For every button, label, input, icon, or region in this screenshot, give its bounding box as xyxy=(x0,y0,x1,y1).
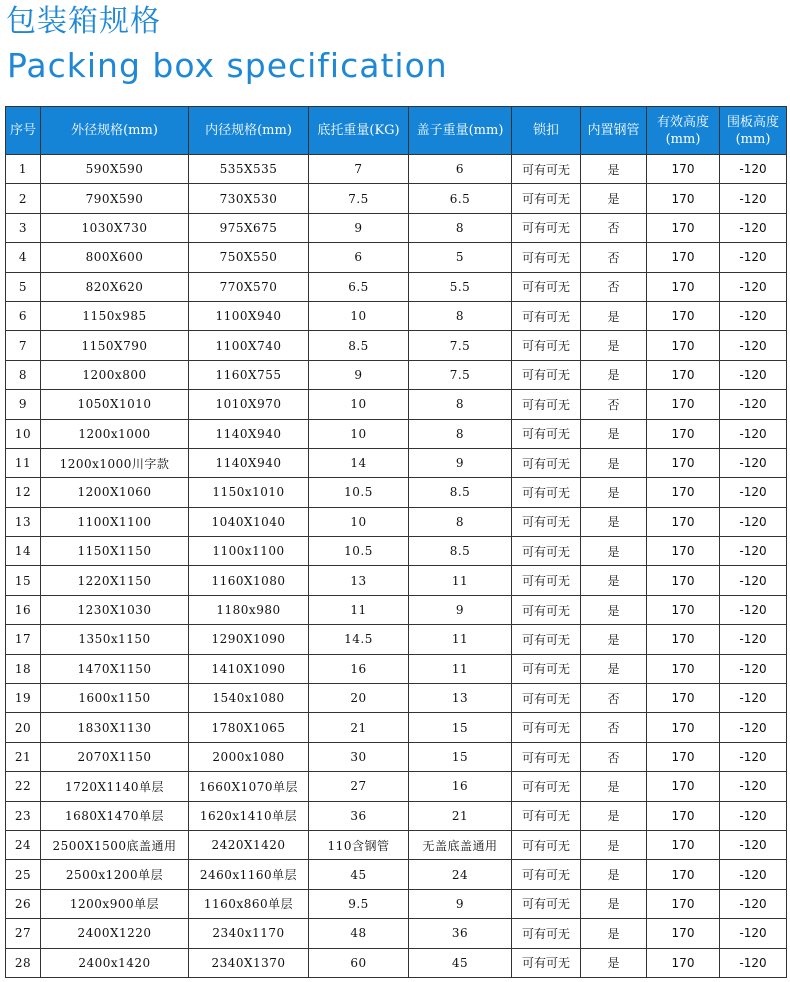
cell-panel-height: -120 xyxy=(720,448,787,477)
cell-index: 25 xyxy=(6,860,41,889)
table-row xyxy=(6,155,787,184)
cell-outer-size: 2070X1150 xyxy=(41,742,189,771)
cell-effective-height: 170 xyxy=(647,654,720,683)
table-row xyxy=(6,772,787,801)
cell-index: 15 xyxy=(6,566,41,595)
cell-index: 11 xyxy=(6,448,41,477)
cell-index: 17 xyxy=(6,625,41,654)
cell-panel-height: -120 xyxy=(720,625,787,654)
cell-effective-height: 170 xyxy=(647,184,720,213)
cell-steel-tube: 是 xyxy=(581,801,647,830)
cell-lock: 可有可无 xyxy=(512,360,581,389)
cell-effective-height: 170 xyxy=(647,801,720,830)
cell-pallet-weight: 21 xyxy=(309,713,409,742)
cell-steel-tube: 是 xyxy=(581,419,647,448)
cell-panel-height: -120 xyxy=(720,595,787,624)
cell-pallet-weight: 10 xyxy=(309,390,409,419)
cell-pallet-weight: 10 xyxy=(309,419,409,448)
table-row xyxy=(6,625,787,654)
cell-pallet-weight: 9 xyxy=(309,360,409,389)
cell-effective-height: 170 xyxy=(647,860,720,889)
cell-effective-height: 170 xyxy=(647,360,720,389)
table-row xyxy=(6,184,787,213)
table-row xyxy=(6,654,787,683)
cell-steel-tube: 是 xyxy=(581,331,647,360)
table-row xyxy=(6,742,787,771)
cell-index: 5 xyxy=(6,272,41,301)
cell-steel-tube: 是 xyxy=(581,184,647,213)
table-row xyxy=(6,801,787,830)
cell-inner-size: 1160x860单层 xyxy=(189,889,309,918)
cell-lid-weight: 24 xyxy=(409,860,512,889)
cell-steel-tube: 是 xyxy=(581,301,647,330)
cell-outer-size: 1600x1150 xyxy=(41,684,189,713)
cell-inner-size: 1150x1010 xyxy=(189,478,309,507)
table-row xyxy=(6,213,787,242)
cell-outer-size: 1200x1000 xyxy=(41,419,189,448)
cell-inner-size: 2000x1080 xyxy=(189,742,309,771)
cell-lock: 可有可无 xyxy=(512,801,581,830)
cell-lock: 可有可无 xyxy=(512,654,581,683)
table-row xyxy=(6,507,787,536)
cell-lock: 可有可无 xyxy=(512,889,581,918)
cell-effective-height: 170 xyxy=(647,566,720,595)
cell-outer-size: 1150x985 xyxy=(41,301,189,330)
cell-effective-height: 170 xyxy=(647,331,720,360)
cell-effective-height: 170 xyxy=(647,537,720,566)
cell-lid-weight: 8.5 xyxy=(409,537,512,566)
cell-pallet-weight: 27 xyxy=(309,772,409,801)
cell-panel-height: -120 xyxy=(720,742,787,771)
cell-outer-size: 1100X1100 xyxy=(41,507,189,536)
cell-index: 21 xyxy=(6,742,41,771)
cell-lid-weight: 8 xyxy=(409,419,512,448)
cell-steel-tube: 否 xyxy=(581,272,647,301)
cell-panel-height: -120 xyxy=(720,684,787,713)
cell-steel-tube: 否 xyxy=(581,390,647,419)
cell-panel-height: -120 xyxy=(720,919,787,948)
cell-lock: 可有可无 xyxy=(512,684,581,713)
table-row xyxy=(6,595,787,624)
cell-effective-height: 170 xyxy=(647,448,720,477)
header-lid-weight: 盖子重量(mm) xyxy=(409,107,512,155)
cell-lid-weight: 11 xyxy=(409,566,512,595)
cell-pallet-weight: 11 xyxy=(309,595,409,624)
cell-pallet-weight: 14 xyxy=(309,448,409,477)
page-title-chinese: 包装箱规格 xyxy=(6,4,161,39)
cell-steel-tube: 否 xyxy=(581,213,647,242)
cell-panel-height: -120 xyxy=(720,860,787,889)
cell-panel-height: -120 xyxy=(720,360,787,389)
cell-index: 24 xyxy=(6,830,41,859)
cell-pallet-weight: 110含钢管 xyxy=(309,830,409,859)
cell-effective-height: 170 xyxy=(647,595,720,624)
cell-outer-size: 1200x800 xyxy=(41,360,189,389)
cell-lock: 可有可无 xyxy=(512,860,581,889)
cell-steel-tube: 是 xyxy=(581,478,647,507)
cell-index: 20 xyxy=(6,713,41,742)
cell-panel-height: -120 xyxy=(720,478,787,507)
cell-lock: 可有可无 xyxy=(512,507,581,536)
cell-index: 6 xyxy=(6,301,41,330)
cell-outer-size: 1150X790 xyxy=(41,331,189,360)
cell-index: 22 xyxy=(6,772,41,801)
cell-lock: 可有可无 xyxy=(512,478,581,507)
cell-panel-height: -120 xyxy=(720,419,787,448)
table-row xyxy=(6,684,787,713)
cell-pallet-weight: 60 xyxy=(309,948,409,977)
cell-effective-height: 170 xyxy=(647,889,720,918)
cell-panel-height: -120 xyxy=(720,213,787,242)
cell-index: 1 xyxy=(6,155,41,184)
table-row xyxy=(6,448,787,477)
cell-inner-size: 1780X1065 xyxy=(189,713,309,742)
table-row xyxy=(6,478,787,507)
cell-pallet-weight: 16 xyxy=(309,654,409,683)
cell-pallet-weight: 10.5 xyxy=(309,478,409,507)
cell-effective-height: 170 xyxy=(647,507,720,536)
cell-pallet-weight: 48 xyxy=(309,919,409,948)
cell-outer-size: 1200x1000川字款 xyxy=(41,448,189,477)
cell-lid-weight: 8 xyxy=(409,301,512,330)
cell-steel-tube: 是 xyxy=(581,889,647,918)
cell-effective-height: 170 xyxy=(647,919,720,948)
cell-effective-height: 170 xyxy=(647,742,720,771)
cell-index: 9 xyxy=(6,390,41,419)
table-row xyxy=(6,830,787,859)
cell-inner-size: 535X535 xyxy=(189,155,309,184)
cell-pallet-weight: 10 xyxy=(309,301,409,330)
cell-lid-weight: 15 xyxy=(409,742,512,771)
cell-lock: 可有可无 xyxy=(512,830,581,859)
cell-lid-weight: 无盖底盖通用 xyxy=(409,830,512,859)
cell-outer-size: 800X600 xyxy=(41,243,189,272)
cell-pallet-weight: 45 xyxy=(309,860,409,889)
cell-steel-tube: 是 xyxy=(581,830,647,859)
cell-lid-weight: 45 xyxy=(409,948,512,977)
cell-inner-size: 770X570 xyxy=(189,272,309,301)
cell-inner-size: 2460x1160单层 xyxy=(189,860,309,889)
cell-pallet-weight: 13 xyxy=(309,566,409,595)
table-row xyxy=(6,948,787,977)
cell-inner-size: 1100x1100 xyxy=(189,537,309,566)
cell-lid-weight: 7.5 xyxy=(409,331,512,360)
cell-lock: 可有可无 xyxy=(512,772,581,801)
table-row xyxy=(6,419,787,448)
cell-outer-size: 590X590 xyxy=(41,155,189,184)
cell-outer-size: 2400x1420 xyxy=(41,948,189,977)
cell-steel-tube: 是 xyxy=(581,448,647,477)
table-row xyxy=(6,301,787,330)
table-row xyxy=(6,566,787,595)
cell-index: 14 xyxy=(6,537,41,566)
cell-lid-weight: 16 xyxy=(409,772,512,801)
table-row xyxy=(6,243,787,272)
cell-lock: 可有可无 xyxy=(512,301,581,330)
cell-effective-height: 170 xyxy=(647,478,720,507)
cell-panel-height: -120 xyxy=(720,948,787,977)
cell-lock: 可有可无 xyxy=(512,243,581,272)
cell-inner-size: 1660X1070单层 xyxy=(189,772,309,801)
cell-outer-size: 1720X1140单层 xyxy=(41,772,189,801)
cell-outer-size: 1230X1030 xyxy=(41,595,189,624)
cell-index: 27 xyxy=(6,919,41,948)
cell-index: 13 xyxy=(6,507,41,536)
cell-steel-tube: 是 xyxy=(581,155,647,184)
table-row xyxy=(6,537,787,566)
cell-panel-height: -120 xyxy=(720,155,787,184)
cell-outer-size: 1830X1130 xyxy=(41,713,189,742)
cell-panel-height: -120 xyxy=(720,801,787,830)
cell-lid-weight: 9 xyxy=(409,889,512,918)
packing-box-spec-table xyxy=(5,106,787,978)
cell-inner-size: 730X530 xyxy=(189,184,309,213)
cell-inner-size: 1100X740 xyxy=(189,331,309,360)
cell-steel-tube: 否 xyxy=(581,713,647,742)
cell-outer-size: 820X620 xyxy=(41,272,189,301)
cell-inner-size: 1100X940 xyxy=(189,301,309,330)
cell-index: 18 xyxy=(6,654,41,683)
cell-pallet-weight: 7.5 xyxy=(309,184,409,213)
cell-outer-size: 1200X1060 xyxy=(41,478,189,507)
cell-lock: 可有可无 xyxy=(512,713,581,742)
cell-panel-height: -120 xyxy=(720,772,787,801)
cell-pallet-weight: 30 xyxy=(309,742,409,771)
cell-panel-height: -120 xyxy=(720,654,787,683)
cell-steel-tube: 是 xyxy=(581,919,647,948)
page-title-english: Packing box specification xyxy=(7,46,448,85)
cell-outer-size: 1220X1150 xyxy=(41,566,189,595)
cell-inner-size: 1290X1090 xyxy=(189,625,309,654)
cell-panel-height: -120 xyxy=(720,243,787,272)
cell-lid-weight: 9 xyxy=(409,448,512,477)
cell-steel-tube: 是 xyxy=(581,625,647,654)
cell-steel-tube: 否 xyxy=(581,742,647,771)
cell-steel-tube: 是 xyxy=(581,654,647,683)
cell-inner-size: 1010X970 xyxy=(189,390,309,419)
cell-lid-weight: 8.5 xyxy=(409,478,512,507)
cell-effective-height: 170 xyxy=(647,830,720,859)
cell-effective-height: 170 xyxy=(647,243,720,272)
cell-steel-tube: 是 xyxy=(581,507,647,536)
cell-inner-size: 1160X1080 xyxy=(189,566,309,595)
cell-lock: 可有可无 xyxy=(512,595,581,624)
cell-lock: 可有可无 xyxy=(512,625,581,654)
header-outer-size: 外径规格(mm) xyxy=(41,107,189,155)
cell-pallet-weight: 7 xyxy=(309,155,409,184)
cell-effective-height: 170 xyxy=(647,390,720,419)
cell-lid-weight: 8 xyxy=(409,390,512,419)
cell-lock: 可有可无 xyxy=(512,213,581,242)
table-row xyxy=(6,919,787,948)
cell-index: 16 xyxy=(6,595,41,624)
cell-inner-size: 1140X940 xyxy=(189,448,309,477)
cell-outer-size: 1470X1150 xyxy=(41,654,189,683)
cell-steel-tube: 是 xyxy=(581,595,647,624)
table-row xyxy=(6,360,787,389)
cell-outer-size: 1200x900单层 xyxy=(41,889,189,918)
cell-outer-size: 1150X1150 xyxy=(41,537,189,566)
cell-index: 10 xyxy=(6,419,41,448)
table-header-row xyxy=(6,107,787,155)
cell-outer-size: 1350x1150 xyxy=(41,625,189,654)
cell-inner-size: 1140X940 xyxy=(189,419,309,448)
cell-inner-size: 2340X1370 xyxy=(189,948,309,977)
cell-pallet-weight: 10 xyxy=(309,507,409,536)
cell-index: 23 xyxy=(6,801,41,830)
cell-outer-size: 2500x1200单层 xyxy=(41,860,189,889)
cell-effective-height: 170 xyxy=(647,419,720,448)
table-row xyxy=(6,272,787,301)
cell-lid-weight: 9 xyxy=(409,595,512,624)
cell-steel-tube: 否 xyxy=(581,243,647,272)
cell-inner-size: 1180x980 xyxy=(189,595,309,624)
cell-lock: 可有可无 xyxy=(512,919,581,948)
cell-lid-weight: 7.5 xyxy=(409,360,512,389)
cell-lock: 可有可无 xyxy=(512,537,581,566)
table-row xyxy=(6,889,787,918)
cell-lock: 可有可无 xyxy=(512,566,581,595)
cell-panel-height: -120 xyxy=(720,272,787,301)
cell-inner-size: 1620x1410单层 xyxy=(189,801,309,830)
cell-lock: 可有可无 xyxy=(512,948,581,977)
cell-panel-height: -120 xyxy=(720,507,787,536)
header-effective-height: 有效高度(mm) xyxy=(647,107,720,155)
cell-effective-height: 170 xyxy=(647,713,720,742)
cell-pallet-weight: 9 xyxy=(309,213,409,242)
cell-index: 26 xyxy=(6,889,41,918)
cell-steel-tube: 是 xyxy=(581,772,647,801)
cell-effective-height: 170 xyxy=(647,213,720,242)
cell-index: 28 xyxy=(6,948,41,977)
cell-steel-tube: 是 xyxy=(581,860,647,889)
cell-inner-size: 2420X1420 xyxy=(189,830,309,859)
header-pallet-weight: 底托重量(KG) xyxy=(309,107,409,155)
table-row xyxy=(6,713,787,742)
cell-lid-weight: 8 xyxy=(409,213,512,242)
cell-index: 3 xyxy=(6,213,41,242)
cell-panel-height: -120 xyxy=(720,889,787,918)
cell-effective-height: 170 xyxy=(647,684,720,713)
cell-lid-weight: 11 xyxy=(409,625,512,654)
cell-index: 19 xyxy=(6,684,41,713)
cell-outer-size: 1030X730 xyxy=(41,213,189,242)
cell-outer-size: 1680X1470单层 xyxy=(41,801,189,830)
table-row xyxy=(6,331,787,360)
cell-index: 8 xyxy=(6,360,41,389)
cell-lock: 可有可无 xyxy=(512,155,581,184)
cell-lid-weight: 5.5 xyxy=(409,272,512,301)
cell-outer-size: 790X590 xyxy=(41,184,189,213)
cell-lid-weight: 11 xyxy=(409,654,512,683)
cell-inner-size: 1160X755 xyxy=(189,360,309,389)
cell-inner-size: 1410X1090 xyxy=(189,654,309,683)
cell-steel-tube: 否 xyxy=(581,684,647,713)
table-body xyxy=(6,155,787,978)
cell-index: 4 xyxy=(6,243,41,272)
cell-pallet-weight: 9.5 xyxy=(309,889,409,918)
cell-index: 2 xyxy=(6,184,41,213)
cell-pallet-weight: 6 xyxy=(309,243,409,272)
cell-pallet-weight: 8.5 xyxy=(309,331,409,360)
cell-outer-size: 2400X1220 xyxy=(41,919,189,948)
cell-steel-tube: 是 xyxy=(581,566,647,595)
cell-lid-weight: 15 xyxy=(409,713,512,742)
cell-lock: 可有可无 xyxy=(512,448,581,477)
table-row xyxy=(6,390,787,419)
cell-inner-size: 2340x1170 xyxy=(189,919,309,948)
cell-panel-height: -120 xyxy=(720,390,787,419)
cell-lid-weight: 36 xyxy=(409,919,512,948)
cell-effective-height: 170 xyxy=(647,272,720,301)
cell-lock: 可有可无 xyxy=(512,331,581,360)
cell-lock: 可有可无 xyxy=(512,184,581,213)
header-inner-size: 内径规格(mm) xyxy=(189,107,309,155)
cell-outer-size: 2500X1500底盖通用 xyxy=(41,830,189,859)
cell-panel-height: -120 xyxy=(720,331,787,360)
cell-panel-height: -120 xyxy=(720,537,787,566)
cell-panel-height: -120 xyxy=(720,184,787,213)
cell-lock: 可有可无 xyxy=(512,390,581,419)
cell-effective-height: 170 xyxy=(647,772,720,801)
cell-inner-size: 1540x1080 xyxy=(189,684,309,713)
cell-lid-weight: 6 xyxy=(409,155,512,184)
cell-effective-height: 170 xyxy=(647,301,720,330)
header-lock: 锁扣 xyxy=(512,107,581,155)
cell-steel-tube: 是 xyxy=(581,948,647,977)
cell-pallet-weight: 6.5 xyxy=(309,272,409,301)
cell-pallet-weight: 36 xyxy=(309,801,409,830)
cell-pallet-weight: 10.5 xyxy=(309,537,409,566)
cell-lid-weight: 21 xyxy=(409,801,512,830)
cell-panel-height: -120 xyxy=(720,301,787,330)
cell-panel-height: -120 xyxy=(720,830,787,859)
cell-pallet-weight: 14.5 xyxy=(309,625,409,654)
cell-inner-size: 750X550 xyxy=(189,243,309,272)
cell-lock: 可有可无 xyxy=(512,742,581,771)
table-row xyxy=(6,860,787,889)
cell-lid-weight: 5 xyxy=(409,243,512,272)
cell-lid-weight: 8 xyxy=(409,507,512,536)
cell-lid-weight: 6.5 xyxy=(409,184,512,213)
cell-panel-height: -120 xyxy=(720,713,787,742)
cell-lid-weight: 13 xyxy=(409,684,512,713)
header-panel-height: 围板高度(mm) xyxy=(720,107,787,155)
cell-lock: 可有可无 xyxy=(512,272,581,301)
cell-inner-size: 1040X1040 xyxy=(189,507,309,536)
cell-pallet-weight: 20 xyxy=(309,684,409,713)
cell-inner-size: 975X675 xyxy=(189,213,309,242)
cell-effective-height: 170 xyxy=(647,948,720,977)
cell-lock: 可有可无 xyxy=(512,419,581,448)
cell-effective-height: 170 xyxy=(647,155,720,184)
header-steel-tube: 内置钢管 xyxy=(581,107,647,155)
cell-steel-tube: 是 xyxy=(581,537,647,566)
cell-index: 12 xyxy=(6,478,41,507)
cell-steel-tube: 是 xyxy=(581,360,647,389)
header-index: 序号 xyxy=(6,107,41,155)
cell-outer-size: 1050X1010 xyxy=(41,390,189,419)
cell-effective-height: 170 xyxy=(647,625,720,654)
cell-panel-height: -120 xyxy=(720,566,787,595)
cell-index: 7 xyxy=(6,331,41,360)
